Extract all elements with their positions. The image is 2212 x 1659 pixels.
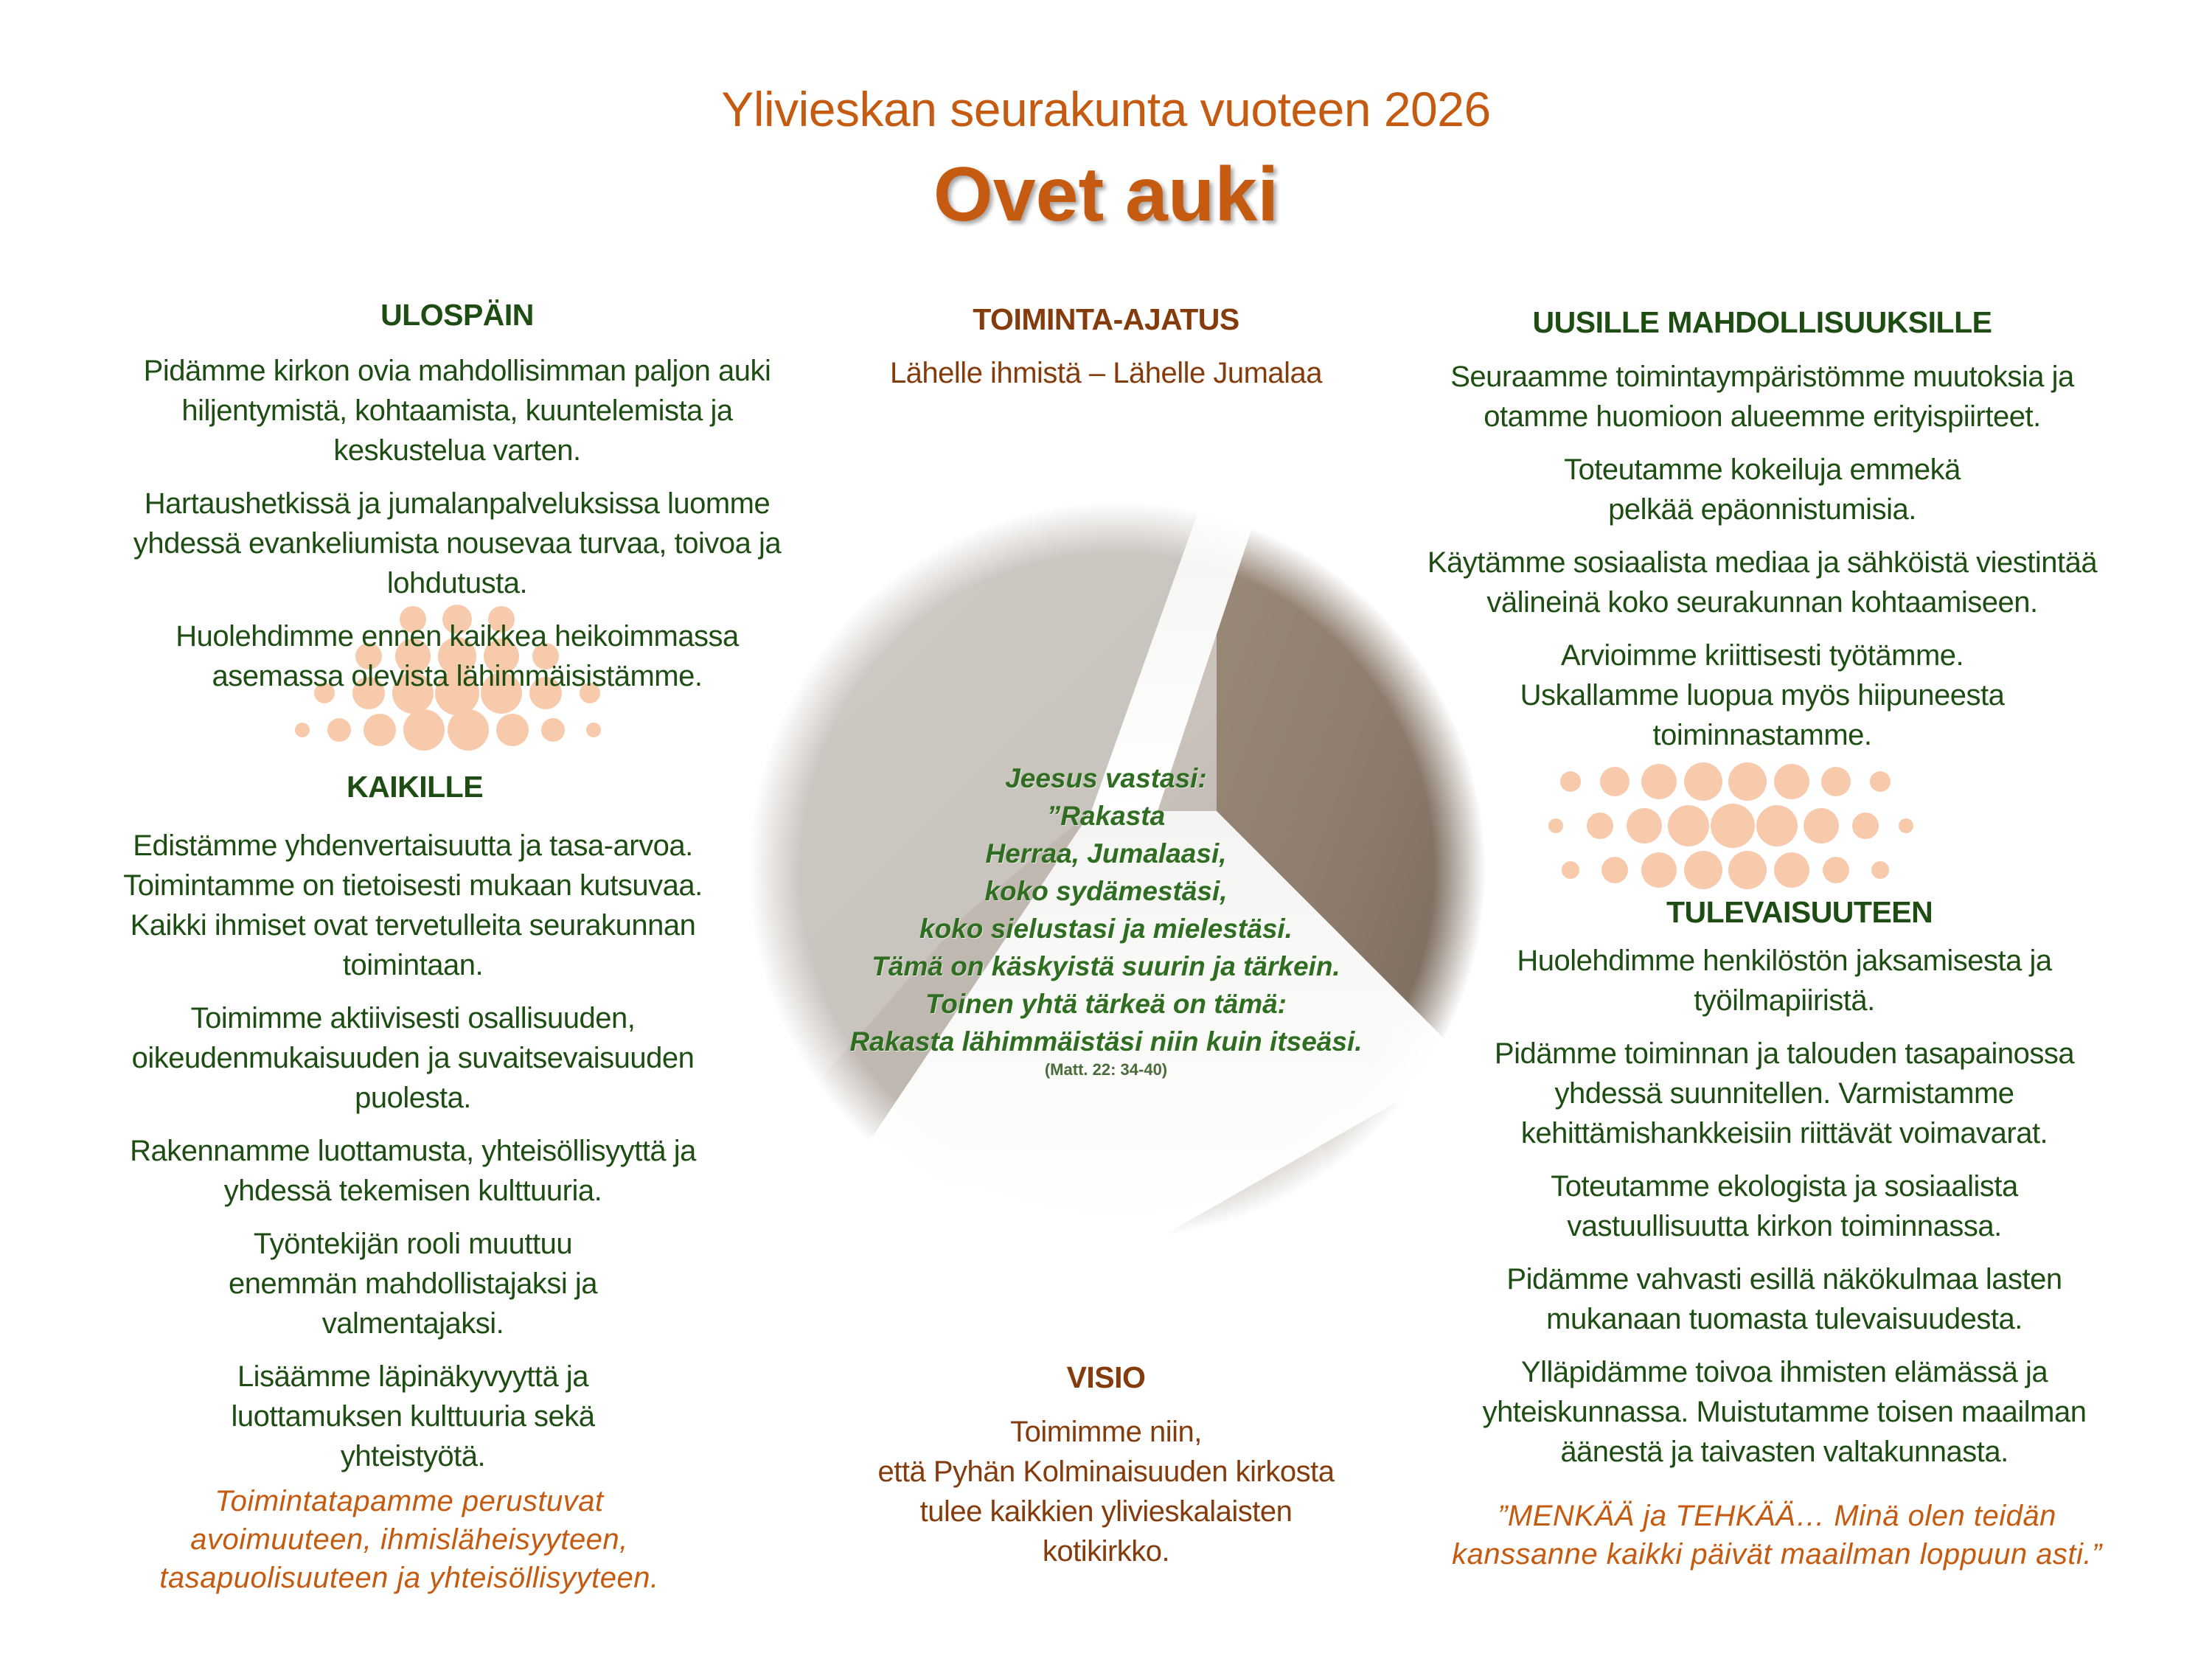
ulospain-paragraph: Pidämme kirkon ovia mahdollisimman paljon auki hiljentymistä, kohtaamista, kuuntelemista ja keskustelua varten. bbox=[143, 355, 771, 467]
uusille-section bbox=[1408, 302, 2116, 768]
visio-line: Toimimme niin, bbox=[1010, 1416, 1202, 1448]
kaikille-paragraph: Toimimme aktiivisesti osallisuuden, oikeudenmukaisuuden ja suvaitsevaisuuden puolesta. bbox=[131, 1002, 695, 1114]
ulospain-paragraph: Huolehdimme ennen kaikkea heikoimmassa asemassa olevista lähimmäisistämme. bbox=[175, 620, 739, 692]
uusille-paragraph: Arvioimme kriittisesti työtämme. Uskallamme luopua myös hiipuneesta toiminnastamme. bbox=[1520, 639, 2005, 751]
tulevaisuuteen-paragraph: Toteutamme ekologista ja sosiaalista vastuullisuutta kirkon toiminnassa. bbox=[1551, 1170, 2018, 1242]
ulospain-section bbox=[111, 295, 804, 709]
kaikille-paragraph: Lisäämme läpinäkyvyyttä ja luottamuksen kulttuuria sekä yhteistyötä. bbox=[231, 1360, 595, 1472]
kaikille-paragraph: Edistämme yhdenvertaisuutta ja tasa-arvoa. Toimintamme on tietoisesti mukaan kutsuvaa. Kaikki ihmiset ovat tervetulleita seurakunnan toimintaan. bbox=[123, 830, 703, 981]
uusille-paragraph: Seuraamme toimintaympäristömme muutoksia ja otamme huomioon alueemme erityispiirteet. bbox=[1450, 361, 2074, 433]
verse-reference: (Matt. 22: 34-40) bbox=[1044, 1060, 1168, 1079]
verse-line: Jeesus vastasi: bbox=[1005, 763, 1207, 793]
kaikille-section bbox=[81, 767, 745, 1489]
verse-line: Rakasta lähimmäistäsi niin kuin itseäsi. bbox=[849, 1026, 1363, 1057]
toiminta-ajatus-heading: TOIMINTA-AJATUS bbox=[973, 302, 1239, 336]
verse-line: Herraa, Jumalaasi, bbox=[985, 838, 1227, 869]
kaikille-heading: KAIKILLE bbox=[347, 770, 484, 804]
verse-line: ”Rakasta bbox=[1046, 801, 1166, 831]
visio-text bbox=[796, 1412, 1416, 1571]
kaikille-paragraph: Työntekijän rooli muuttuu enemmän mahdollistajaksi ja valmentajaksi. bbox=[228, 1228, 598, 1340]
kaikille-footer-quote: Toimintatapamme perustuvat avoimuuteen, ihmisläheisyyteen, tasapuolisuuteen ja yhteisöllisyyteen. bbox=[159, 1485, 659, 1594]
tulevaisuuteen-heading: TULEVAISUUTEEN bbox=[1666, 895, 1933, 929]
page-subtitle: Ylivieskan seurakunta vuoteen 2026 bbox=[721, 82, 1491, 136]
visio-line: kotikirkko. bbox=[1042, 1535, 1170, 1568]
tulevaisuuteen-footer-quote: ”MENKÄÄ ja TEHKÄÄ… Minä olen teidän kanssanne kaikki päivät maailman loppuun asti.” bbox=[1452, 1500, 2102, 1571]
verse-line: koko sydämestäsi, bbox=[984, 876, 1228, 906]
verse-line: Toinen yhtä tärkeä on tämä: bbox=[925, 989, 1287, 1019]
verse-line: koko sielustasi ja mielestäsi. bbox=[919, 914, 1293, 944]
verse-line: Tämä on käskyistä suurin ja tärkein. bbox=[872, 951, 1340, 981]
tulevaisuuteen-paragraph: Huolehdimme henkilöstön jaksamisesta ja työilmapiiristä. bbox=[1517, 945, 2052, 1017]
visio-heading: VISIO bbox=[1066, 1360, 1146, 1394]
dot-pattern-right bbox=[1541, 752, 1924, 900]
uusille-heading: UUSILLE MAHDOLLISUUKSILLE bbox=[1532, 305, 1992, 339]
ulospain-paragraph: Hartaushetkissä ja jumalanpalveluksissa luomme yhdessä evankeliumista nousevaa turvaa, toivoa ja lohdutusta. bbox=[133, 487, 782, 599]
tulevaisuuteen-paragraph: Pidämme vahvasti esillä näkökulmaa lasten mukanaan tuomasta tulevaisuudesta. bbox=[1506, 1263, 2062, 1335]
tulevaisuuteen-paragraph: Ylläpidämme toivoa ihmisten elämässä ja yhteiskunnassa. Muistutamme toisen maailman äänestä ja taivasten valtakunnasta. bbox=[1482, 1356, 2087, 1468]
page-title: Ovet auki bbox=[933, 152, 1279, 237]
visio-line: että Pyhän Kolminaisuuden kirkosta bbox=[877, 1455, 1335, 1488]
visio-line: tulee kaikkien ylivieskalaisten bbox=[919, 1495, 1293, 1528]
tulevaisuuteen-paragraph: Pidämme toiminnan ja talouden tasapainossa yhdessä suunnitellen. Varmistamme kehittämishankkeisiin riittävät voimavarat. bbox=[1494, 1037, 2075, 1150]
bible-verse bbox=[796, 759, 1416, 1079]
kaikille-paragraph: Rakennamme luottamusta, yhteisöllisyyttä ja yhdessä tekemisen kulttuuria. bbox=[130, 1135, 696, 1207]
ulospain-heading: ULOSPÄIN bbox=[380, 298, 534, 332]
uusille-paragraph: Käytämme sosiaalista mediaa ja sähköistä viestintää välineinä koko seurakunnan kohtaamiseen. bbox=[1427, 546, 2098, 619]
tulevaisuuteen-section bbox=[1445, 892, 2124, 1485]
uusille-paragraph: Toteutamme kokeiluja emmekä pelkää epäonnistumisia. bbox=[1564, 453, 1961, 526]
toiminta-ajatus-text: Lähelle ihmistä – Lähelle Jumalaa bbox=[889, 357, 1323, 389]
